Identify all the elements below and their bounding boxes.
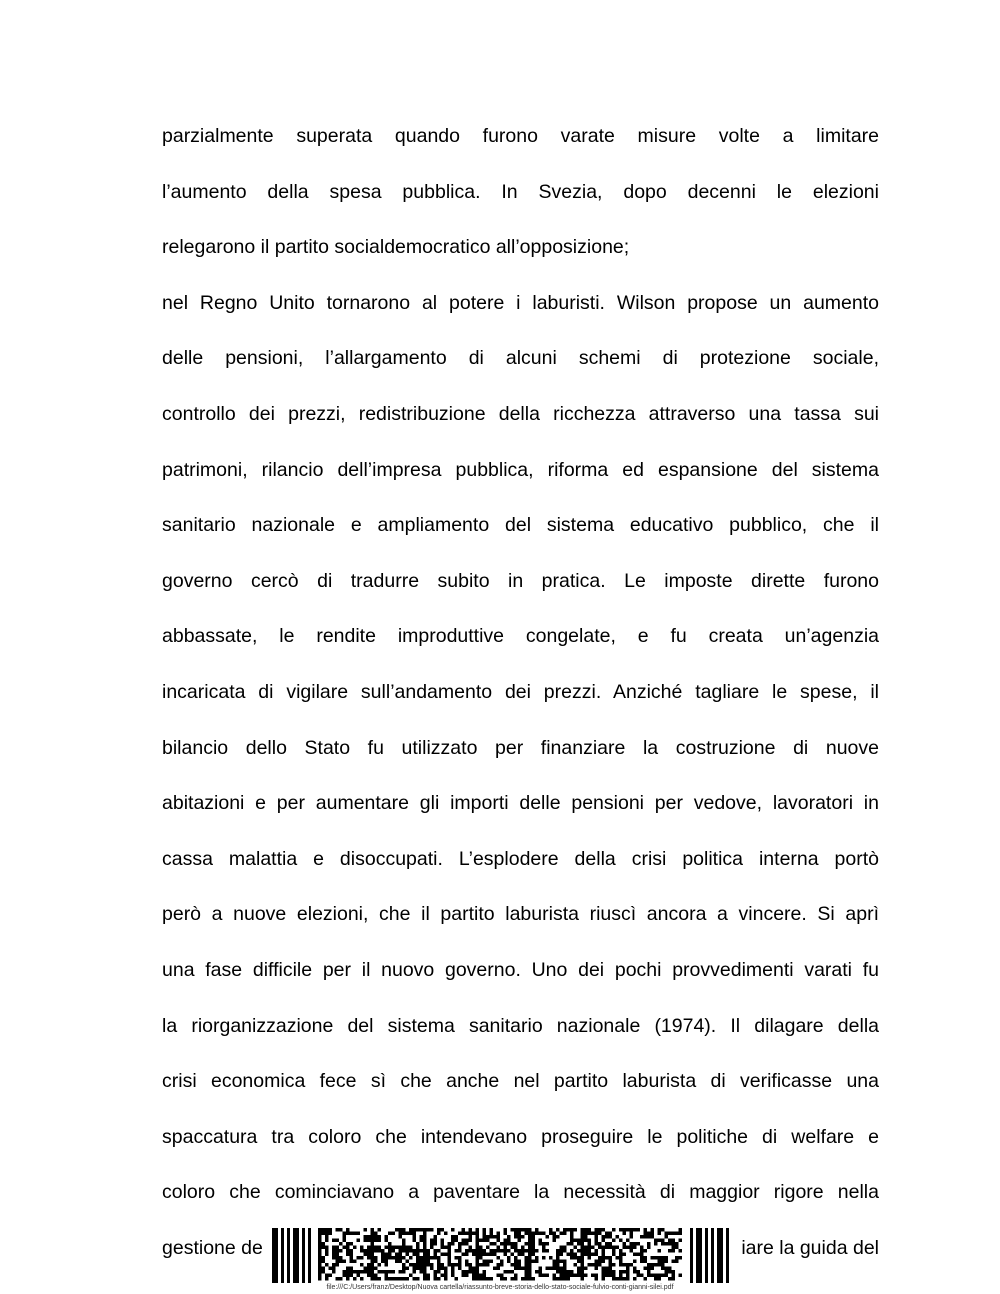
barcode-graphic	[272, 1228, 730, 1283]
partial-line-end: iare la guida del	[741, 1236, 879, 1259]
text-line: sanitario nazionale e ampliamento del sistema educativo pubblico, che il	[162, 514, 879, 537]
footer-file-path: file:///C:/Users/franz/Desktop/Nuova cartella/riassunto-breve-storia-dello-stato-sociale-fulvio-conti-gianni-silei.pdf	[326, 1284, 674, 1291]
text-line: però a nuove elezioni, che il partito laburista riuscì ancora a vincere. Si aprì	[162, 903, 879, 926]
text-line: incaricata di vigilare sull’andamento dei prezzi. Anziché tagliare le spese, il	[162, 680, 879, 703]
text-line: spaccatura tra coloro che intendevano proseguire le politiche di welfare e	[162, 1125, 879, 1148]
text-line: una fase difficile per il nuovo governo. Uno dei pochi provvedimenti varati fu	[162, 958, 879, 981]
text-line: abbassate, le rendite improduttive congelate, e fu creata un’agenzia	[162, 625, 879, 648]
text-line: nel Regno Unito tornarono al potere i laburisti. Wilson propose un aumento	[162, 291, 879, 314]
barcode-overlay	[272, 1228, 730, 1283]
text-line: coloro che cominciavano a paventare la necessità di maggior rigore nella	[162, 1181, 879, 1204]
text-line: crisi economica fece sì che anche nel partito laburista di verificasse una	[162, 1070, 879, 1093]
text-line: bilancio dello Stato fu utilizzato per finanziare la costruzione di nuove	[162, 736, 879, 759]
partial-line-start: gestione de	[162, 1236, 263, 1259]
text-line: relegarono il partito socialdemocratico all’opposizione;	[162, 236, 630, 259]
text-line: patrimoni, rilancio dell’impresa pubblica, riforma ed espansione del sistema	[162, 458, 879, 481]
text-line: l’aumento della spesa pubblica. In Svezia, dopo decenni le elezioni	[162, 180, 879, 203]
text-line: abitazioni e per aumentare gli importi delle pensioni per vedove, lavoratori in	[162, 792, 879, 815]
text-line: cassa malattia e disoccupati. L’esplodere della crisi politica interna portò	[162, 847, 879, 870]
text-line: controllo dei prezzi, redistribuzione della ricchezza attraverso una tassa sui	[162, 402, 879, 425]
text-line: parzialmente superata quando furono varate misure volte a limitare	[162, 125, 879, 147]
text-line: governo cercò di tradurre subito in pratica. Le imposte dirette furono	[162, 569, 879, 592]
text-line: la riorganizzazione del sistema sanitario nazionale (1974). Il dilagare della	[162, 1014, 879, 1037]
text-line: delle pensioni, l’allargamento di alcuni schemi di protezione sociale,	[162, 347, 879, 370]
document-body	[162, 118, 879, 1285]
